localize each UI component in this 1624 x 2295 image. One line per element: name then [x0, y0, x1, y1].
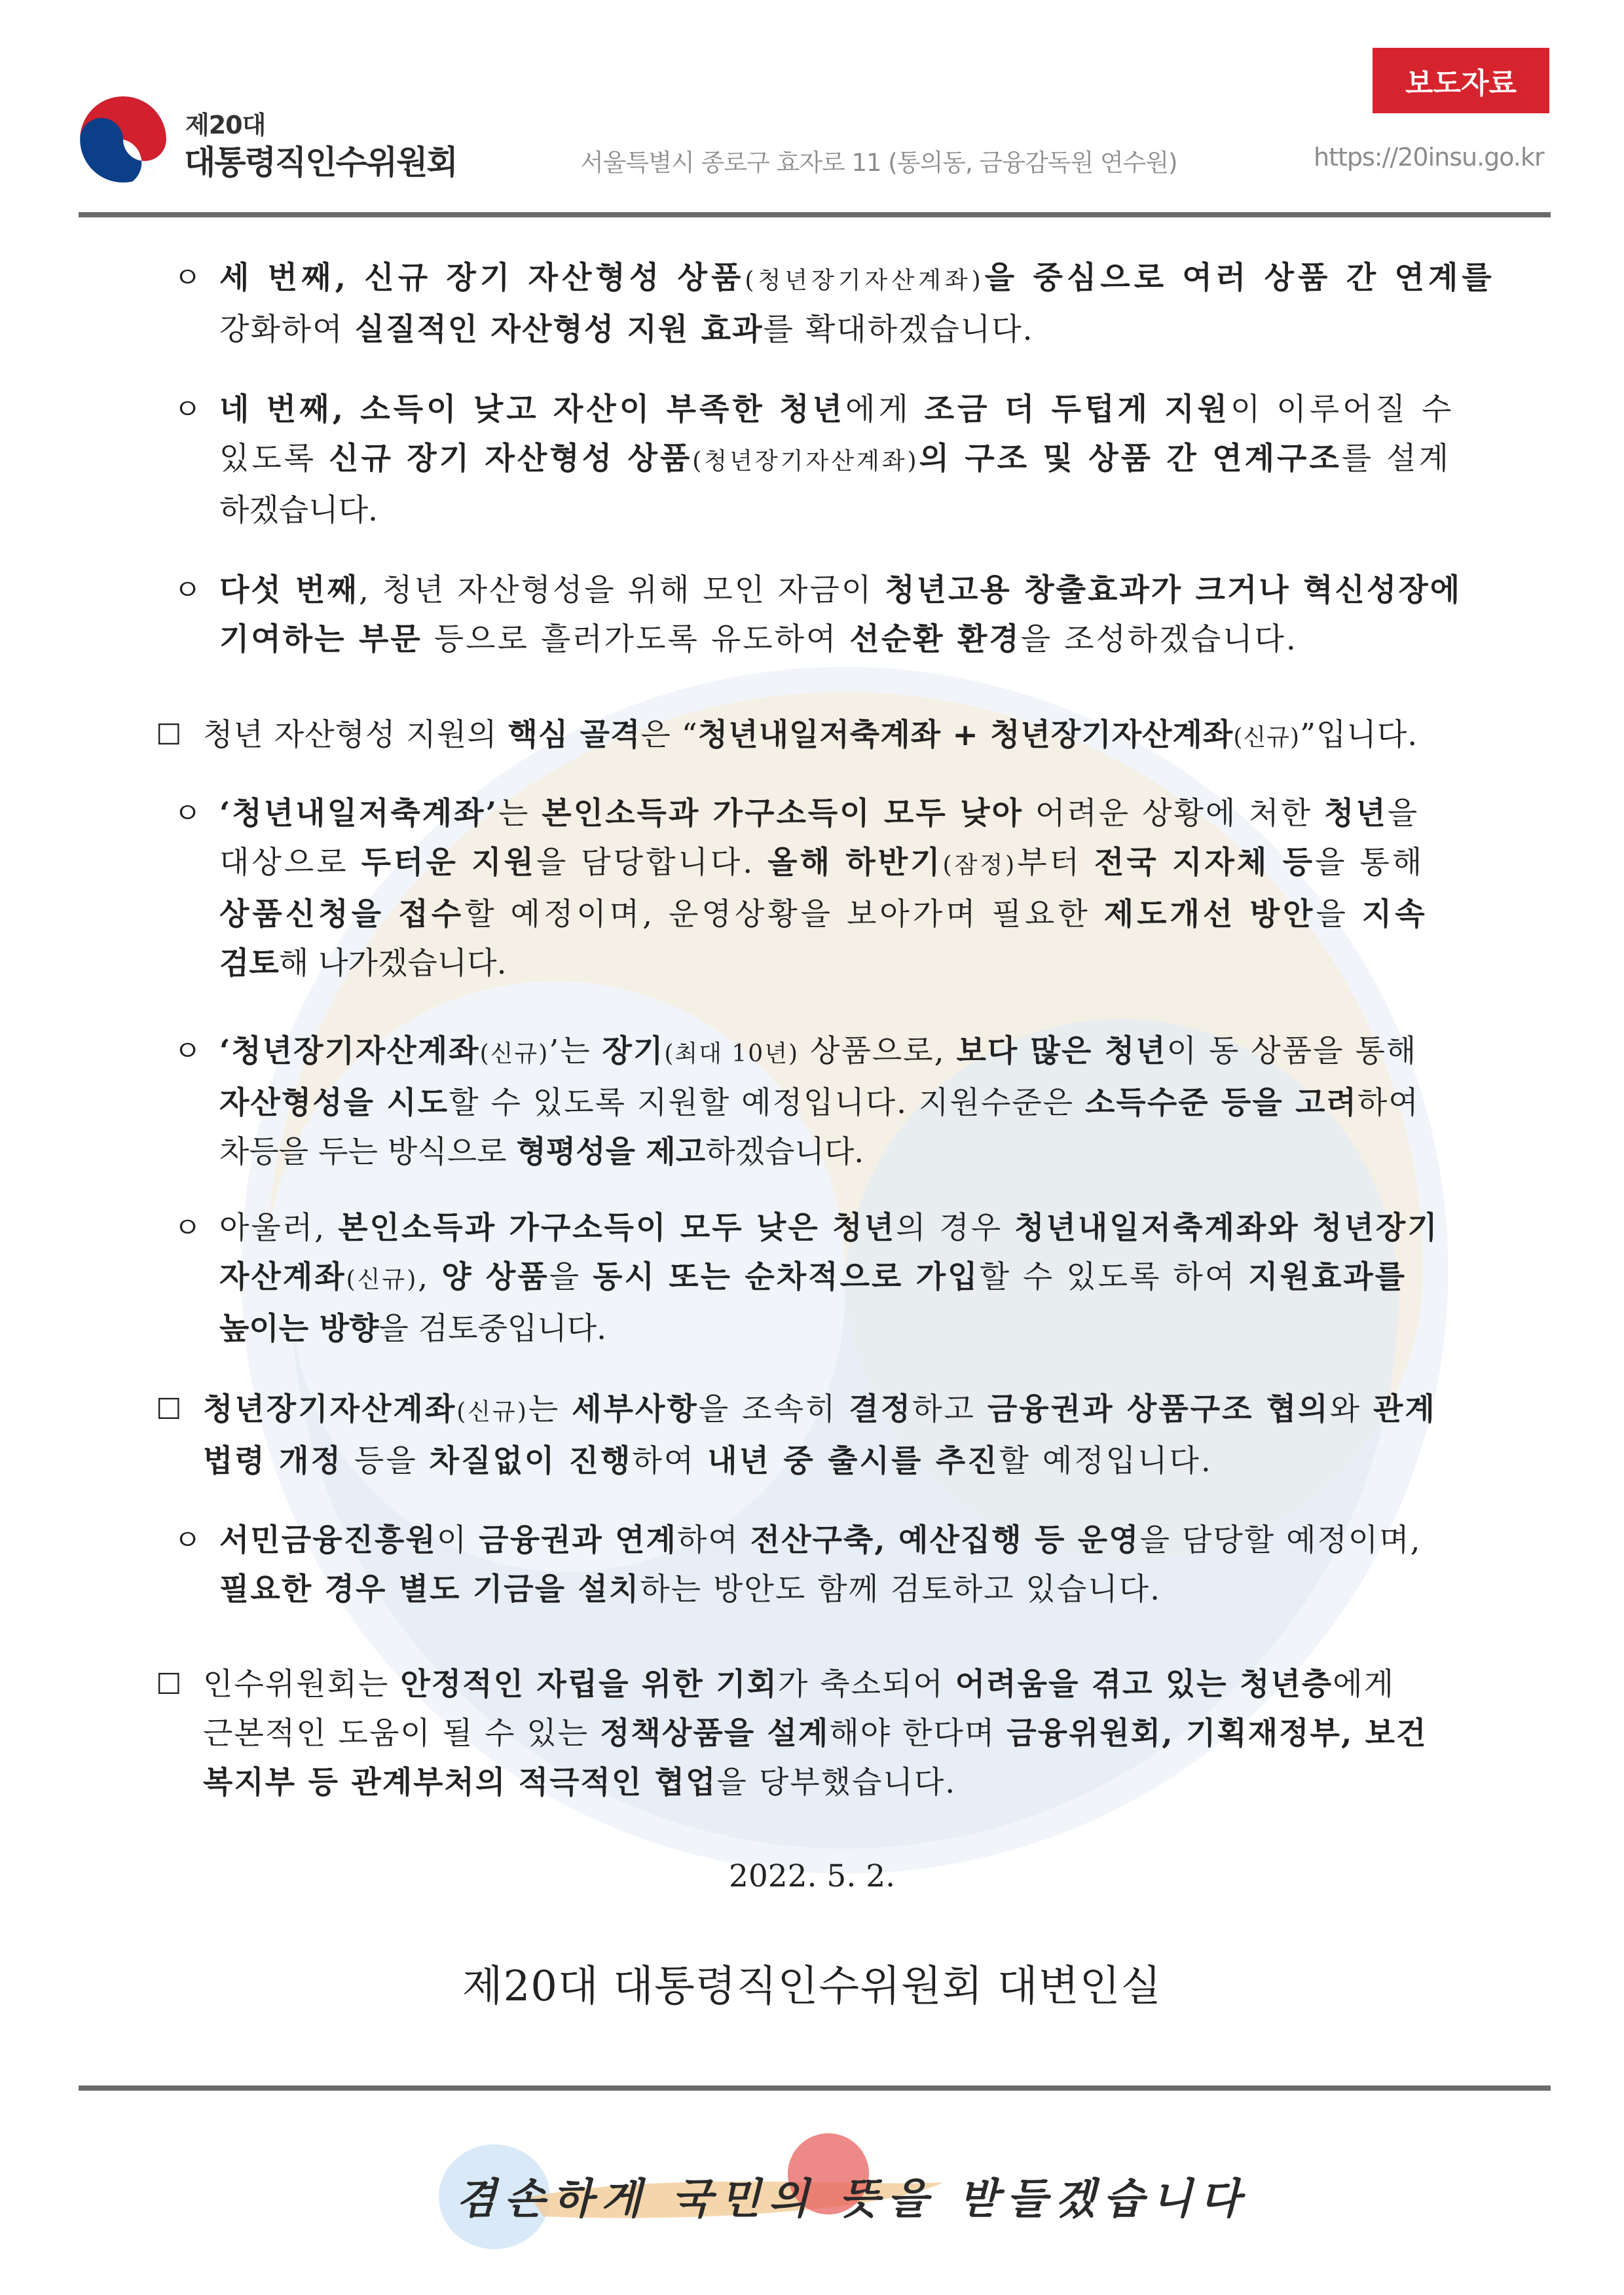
text-run: 어려운 상황에 처한	[1024, 796, 1324, 832]
bold-run: ‘청년내일저축계좌’	[219, 796, 498, 832]
paragraph-line	[203, 710, 1470, 762]
bold-run: 올해 하반기	[767, 845, 943, 881]
sub-bullet-marker: ㅇ	[174, 1524, 202, 1557]
paragraph-line	[219, 1253, 1467, 1304]
text-run: 하여	[632, 1443, 708, 1479]
text-run: 하겠습니다.	[705, 1134, 864, 1170]
box-bullet-marker: ☐	[156, 1393, 182, 1426]
paragraph-line	[219, 305, 1467, 354]
text-run: 을 담당할 예정이며,	[1139, 1522, 1422, 1558]
office-address: 서울특별시 종로구 효자로 11 (통의동, 금융감독원 연수원)	[580, 149, 1177, 177]
org-label-small: 제20대	[185, 111, 266, 139]
paragraph-line	[219, 1565, 1467, 1614]
bold-run: 동시 또는 순차적으로 가입	[593, 1259, 980, 1295]
bold-run: 청년내일저축계좌 + 청년장기자산계좌	[697, 717, 1234, 753]
text-run: 청년 자산형성 지원의	[203, 717, 508, 753]
bold-run: 전산구축, 예산집행 등 운영	[750, 1522, 1140, 1558]
text-run: 을 당부했습니다.	[716, 1765, 957, 1801]
small-run: (신규)	[456, 1399, 528, 1425]
bold-run: 지속	[1361, 896, 1428, 932]
bold-run: 양 상품	[441, 1259, 549, 1295]
box-paragraph	[156, 1385, 1470, 1486]
paragraph-line	[219, 1078, 1467, 1128]
paragraph-line	[219, 1304, 1467, 1353]
text-run: 하여	[1357, 1085, 1420, 1121]
text-run: 할 수 있도록 하여	[979, 1259, 1249, 1295]
bold-run: 자산형성을 시도	[219, 1085, 449, 1121]
bold-run: 기여하는 부문	[219, 621, 422, 657]
bold-run: 두터운 지원	[361, 845, 536, 881]
header-divider	[79, 212, 1551, 217]
text-run: 을 조속히	[698, 1391, 849, 1427]
bold-run: 실질적인 자산형성 지원 효과	[354, 312, 764, 348]
bold-run: 청년	[1324, 796, 1388, 832]
text-run: 해야 한다며	[829, 1716, 1007, 1752]
paragraph-line	[219, 890, 1467, 939]
bullet-paragraph	[174, 1203, 1467, 1353]
text-run: 는	[498, 796, 542, 832]
text-run: 상품으로,	[799, 1033, 957, 1069]
text-run: 하는 방안도 함께 검토하고 있습니다.	[640, 1571, 1162, 1607]
paragraph-line	[203, 1758, 1470, 1807]
bold-run: 청년내일저축계좌와 청년장기	[1014, 1210, 1439, 1246]
bullet-paragraph	[174, 253, 1496, 354]
sub-bullet-marker: ㅇ	[174, 261, 202, 295]
bold-run: 의 구조 및 상품 간 연계구조	[919, 441, 1342, 477]
text-run: 강화하여	[219, 312, 355, 348]
sub-bullet-marker: ㅇ	[174, 1211, 202, 1245]
box-bullet-marker: ☐	[156, 718, 182, 752]
box-paragraph	[156, 710, 1470, 762]
text-run: 근본적인 도움이 될 수 있는	[203, 1716, 600, 1752]
text-run: 해 나가겠습니다.	[278, 946, 507, 982]
release-date: 2022. 5. 2.	[728, 1858, 896, 1894]
small-run: (신규)	[479, 1040, 549, 1067]
small-run: (청년장기자산계좌)	[745, 267, 985, 294]
text-run: 등으로 흘러가도록 유도하여	[422, 621, 850, 657]
bullet-paragraph	[174, 385, 1467, 535]
bold-run: 차질없이 진행	[429, 1443, 633, 1479]
text-run: 하고	[912, 1391, 987, 1427]
website-url: https://20insu.go.kr	[1314, 143, 1544, 172]
bold-run: 핵심 골격	[507, 717, 641, 753]
bold-run: ‘청년장기자산계좌	[219, 1033, 480, 1069]
text-run: 할 예정이며, 운영상황을 보아가며 필요한	[464, 896, 1104, 932]
bold-run: 복지부 등 관계부처의 적극적인 협업	[203, 1765, 717, 1801]
bold-run: 자산계좌	[219, 1259, 346, 1295]
sub-bullet-marker: ㅇ	[174, 797, 202, 830]
bold-run: 본인소득과 가구소득이 모두 낮아	[542, 796, 1024, 832]
text-run: 에게	[845, 392, 925, 428]
text-run: 와	[1329, 1391, 1373, 1427]
bold-run: 금융권과 연계	[479, 1522, 677, 1558]
bold-run: 관계	[1373, 1391, 1437, 1427]
bullet-paragraph	[174, 1027, 1467, 1177]
issuer-signature: 제20대 대통령직인수위원회 대변인실	[462, 1962, 1162, 2011]
text-run: ”입니다.	[1300, 717, 1418, 753]
text-run: 에게	[1333, 1666, 1395, 1702]
slogan-text: 겸손하게 국민의 뜻을 받들겠습니다	[456, 2175, 1249, 2224]
bold-run: 다섯 번째	[219, 572, 359, 608]
bold-run: 금융권과 상품구조 협의	[987, 1391, 1330, 1427]
bold-run: 안정적인 자립을 위한 기회	[400, 1666, 778, 1702]
text-run: 이 이루어질 수	[1230, 392, 1455, 428]
text-run: 를 확대하겠습니다.	[763, 312, 1034, 348]
text-run: 이 동 상품을 통해	[1166, 1033, 1418, 1069]
text-run: 대상으로	[219, 845, 361, 881]
paragraph-line	[219, 566, 1467, 615]
bold-run: 금융위원회, 기획재정부, 보건	[1006, 1716, 1428, 1752]
bold-run: 소득수준 등을 고려	[1085, 1085, 1357, 1121]
paragraph-line	[219, 615, 1467, 664]
bold-run: 을 중심으로 여러 상품 간 연계를	[984, 260, 1496, 296]
press-release-badge: 보도자료	[1373, 48, 1549, 113]
paragraph-line	[219, 253, 1496, 305]
box-bullet-marker: ☐	[156, 1668, 182, 1701]
sub-bullet-marker: ㅇ	[174, 1035, 202, 1068]
text-run: 을 담당합니다.	[536, 845, 768, 881]
bold-run: 선순환 환경	[849, 621, 1021, 657]
text-run: 를 설계	[1341, 441, 1451, 477]
paragraph-line	[203, 1385, 1470, 1437]
bold-run: 장기	[602, 1033, 665, 1069]
document-header	[0, 0, 1624, 223]
sub-bullet-marker: ㅇ	[174, 393, 202, 426]
bold-run: 내년 중 출시를 추진	[707, 1443, 999, 1479]
org-label-main: 대통령직인수위원회	[184, 143, 457, 181]
bold-run: 제도개선 방안	[1103, 896, 1316, 932]
bullet-paragraph	[174, 566, 1467, 664]
bold-run: 정책상품을 설계	[600, 1716, 830, 1752]
bullet-paragraph	[174, 1516, 1467, 1614]
text-run: 인수위원회는	[203, 1666, 401, 1702]
bold-run: 서민금융진흥원	[219, 1522, 437, 1558]
bold-run: 법령 개정	[203, 1443, 342, 1479]
text-run: 는	[528, 1391, 572, 1427]
bold-run: 필요한 경우 별도 기금을 설치	[219, 1571, 640, 1607]
text-run: 아울러,	[219, 1210, 339, 1246]
bullet-paragraph	[174, 789, 1467, 988]
footer-divider	[79, 2085, 1551, 2091]
paragraph-line	[203, 1660, 1470, 1709]
text-run: ,	[418, 1259, 442, 1295]
bold-run: 상품신청을 접수	[219, 896, 465, 932]
bold-run: 어려움을 겪고 있는 청년층	[955, 1666, 1333, 1702]
small-run: (신규)	[346, 1266, 418, 1293]
text-run: 을	[1316, 896, 1362, 932]
paragraph-line	[219, 1027, 1467, 1078]
paragraph-line	[219, 838, 1467, 890]
text-run: ’는	[549, 1033, 602, 1069]
text-run: 부터	[1017, 845, 1094, 881]
text-run: 할 수 있도록 지원할 예정입니다. 지원수준은	[449, 1085, 1086, 1121]
paragraph-line	[219, 385, 1467, 434]
paragraph-line	[219, 434, 1467, 486]
bold-run: 신규 장기 자산형성 상품	[329, 441, 693, 477]
text-run: 이	[436, 1522, 479, 1558]
paragraph-line	[203, 1709, 1470, 1758]
text-run: 을	[1387, 796, 1420, 832]
text-run: 을	[549, 1259, 593, 1295]
bold-run: 보다 많은 청년	[956, 1033, 1167, 1069]
text-run: 차등을 두는 방식으로	[219, 1134, 517, 1170]
small-run: (잠정)	[942, 852, 1018, 879]
bold-run: 높이는 방향	[219, 1311, 379, 1347]
footer-slogan-banner	[432, 2125, 1249, 2256]
paragraph-line	[219, 789, 1467, 838]
text-run: 있도록	[219, 441, 329, 477]
bold-run: 조금 더 두텁게 지원	[924, 392, 1231, 428]
text-run: 가 축소되어	[777, 1666, 955, 1702]
bold-run: 세부사항	[572, 1391, 699, 1427]
small-run: (신규)	[1233, 724, 1300, 751]
bold-run: 세 번째, 신규 장기 자산형성 상품	[219, 260, 745, 296]
bold-run: 형평성을 제고	[516, 1134, 706, 1170]
bold-run: 결정	[849, 1391, 913, 1427]
small-run: (최대 10년)	[664, 1040, 800, 1067]
government-emblem-icon	[77, 94, 169, 185]
paragraph-line	[219, 1128, 1467, 1177]
bold-run: 청년장기자산계좌	[203, 1391, 457, 1427]
text-run: , 청년 자산형성을 위해 모인 자금이	[358, 572, 885, 608]
text-run: 을 통해	[1315, 845, 1425, 881]
text-run: 의 경우	[895, 1210, 1015, 1246]
paragraph-line	[219, 939, 1467, 988]
box-paragraph	[156, 1660, 1470, 1807]
text-run: 등을	[342, 1443, 430, 1479]
small-run: (청년장기자산계좌)	[692, 448, 919, 475]
paragraph-line: 하겠습니다.	[219, 492, 378, 528]
paragraph-line	[219, 1516, 1467, 1565]
text-run: 하여	[676, 1522, 750, 1558]
bold-run: 지원효과를	[1248, 1259, 1407, 1295]
paragraph-line	[203, 1437, 1470, 1486]
bold-run: 전국 지자체 등	[1094, 845, 1316, 881]
text-run: 할 예정입니다.	[999, 1443, 1213, 1479]
sub-bullet-marker: ㅇ	[174, 574, 202, 607]
text-run: 을 검토중입니다.	[378, 1311, 607, 1347]
bold-run: 청년고용 창출효과가 크거나 혁신성장에	[885, 572, 1462, 608]
text-run: 은 “	[640, 717, 698, 753]
bold-run: 본인소득과 가구소득이 모두 낮은 청년	[338, 1210, 896, 1246]
bold-run: 네 번째, 소득이 낮고 자산이 부족한 청년	[219, 392, 845, 428]
bold-run: 검토	[219, 946, 279, 982]
paragraph-line	[219, 1203, 1467, 1253]
text-run: 을 조성하겠습니다.	[1020, 621, 1298, 657]
